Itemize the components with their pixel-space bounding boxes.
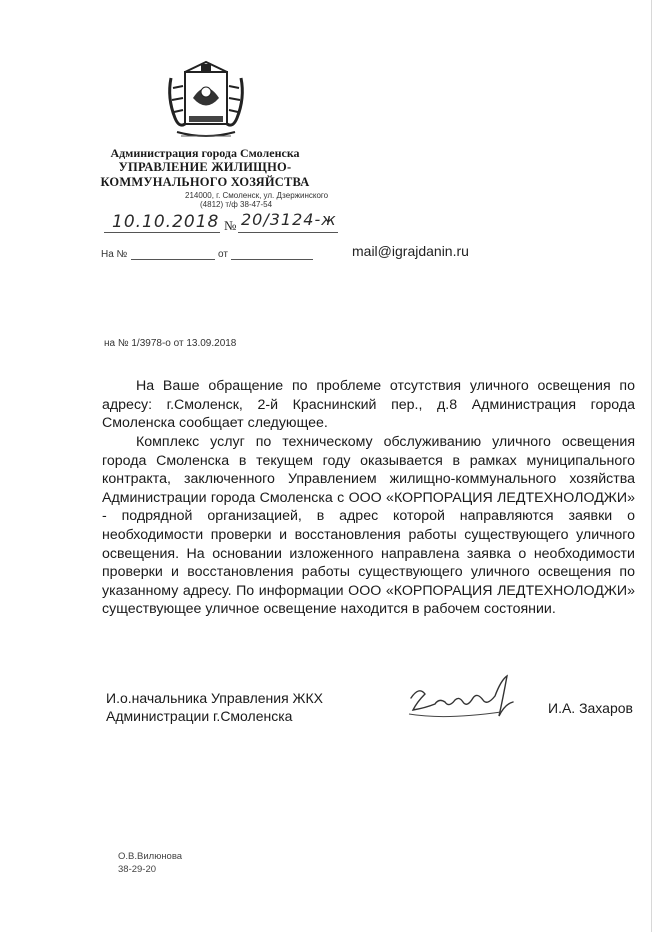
org-admin-name: Администрация города Смоленска [110, 146, 300, 160]
recipient-email: mail@igrajdanin.ru [352, 243, 469, 259]
handwritten-signature-icon [405, 668, 525, 728]
signatory-title-line1: И.о.начальника Управления ЖКХ [106, 690, 323, 706]
executor-phone: 38-29-20 [118, 864, 157, 875]
org-phone: (4812) т/ф 38-47-54 [200, 200, 273, 209]
body-paragraph-1: На Ваше обращение по проблеме отсутствия уличного освещения по адресу: г.Смоленск, 2-й Краснинский пер., д.8 Администрация города Смоленска сообщает следующее. [102, 378, 635, 432]
number-underline [238, 232, 338, 233]
date-underline [104, 232, 220, 233]
outgoing-number: 20/3124-ж [241, 210, 337, 229]
reply-reference: на № 1/3978-о от 13.09.2018 [104, 338, 237, 349]
outgoing-number-label: № [224, 218, 237, 233]
org-dept-line2: КОММУНАЛЬНОГО ХОЗЯЙСТВА [100, 175, 310, 189]
reference-prefix: На № [101, 249, 128, 260]
org-dept-line1: УПРАВЛЕНИЕ ЖИЛИЩНО- [118, 160, 292, 174]
org-address: 214000, г. Смоленск, ул. Дзержинского [185, 191, 329, 200]
executor-name: О.В.Вилюнова [118, 851, 183, 862]
city-coat-of-arms-icon [163, 58, 249, 144]
signatory-name: И.А. Захаров [548, 700, 633, 716]
signatory-title-line2: Администрации г.Смоленска [106, 708, 293, 724]
reference-date-label: от [218, 249, 228, 260]
body-paragraph-2: Комплекс услуг по техническому обслуживанию уличного освещения города Смоленска в текущем году оказывается в рамках муниципального контракта, заключенного Управлением жилищно-коммунального хозяйства Администрации города Смоленска с ООО «КОРПОРАЦИЯ ЛЕДТЕХНОЛОДЖИ» - подрядной организацией, в адрес которой направляются заявки о необходимости проверки и восстановления работы существующего уличного освещения. На основании изложенного направлена заявка о необходимости проверки и восстановления работы существующего уличного освещения по указанному адресу. По информации ООО «КОРПОРАЦИЯ ЛЕДТЕХНОЛОДЖИ» существующее уличное освещение находится в рабочем состоянии. [102, 434, 635, 618]
outgoing-date: 10.10.2018 [112, 212, 220, 232]
reference-number-blank [131, 259, 215, 260]
reference-date-blank [231, 259, 313, 260]
page-edge [651, 0, 652, 932]
